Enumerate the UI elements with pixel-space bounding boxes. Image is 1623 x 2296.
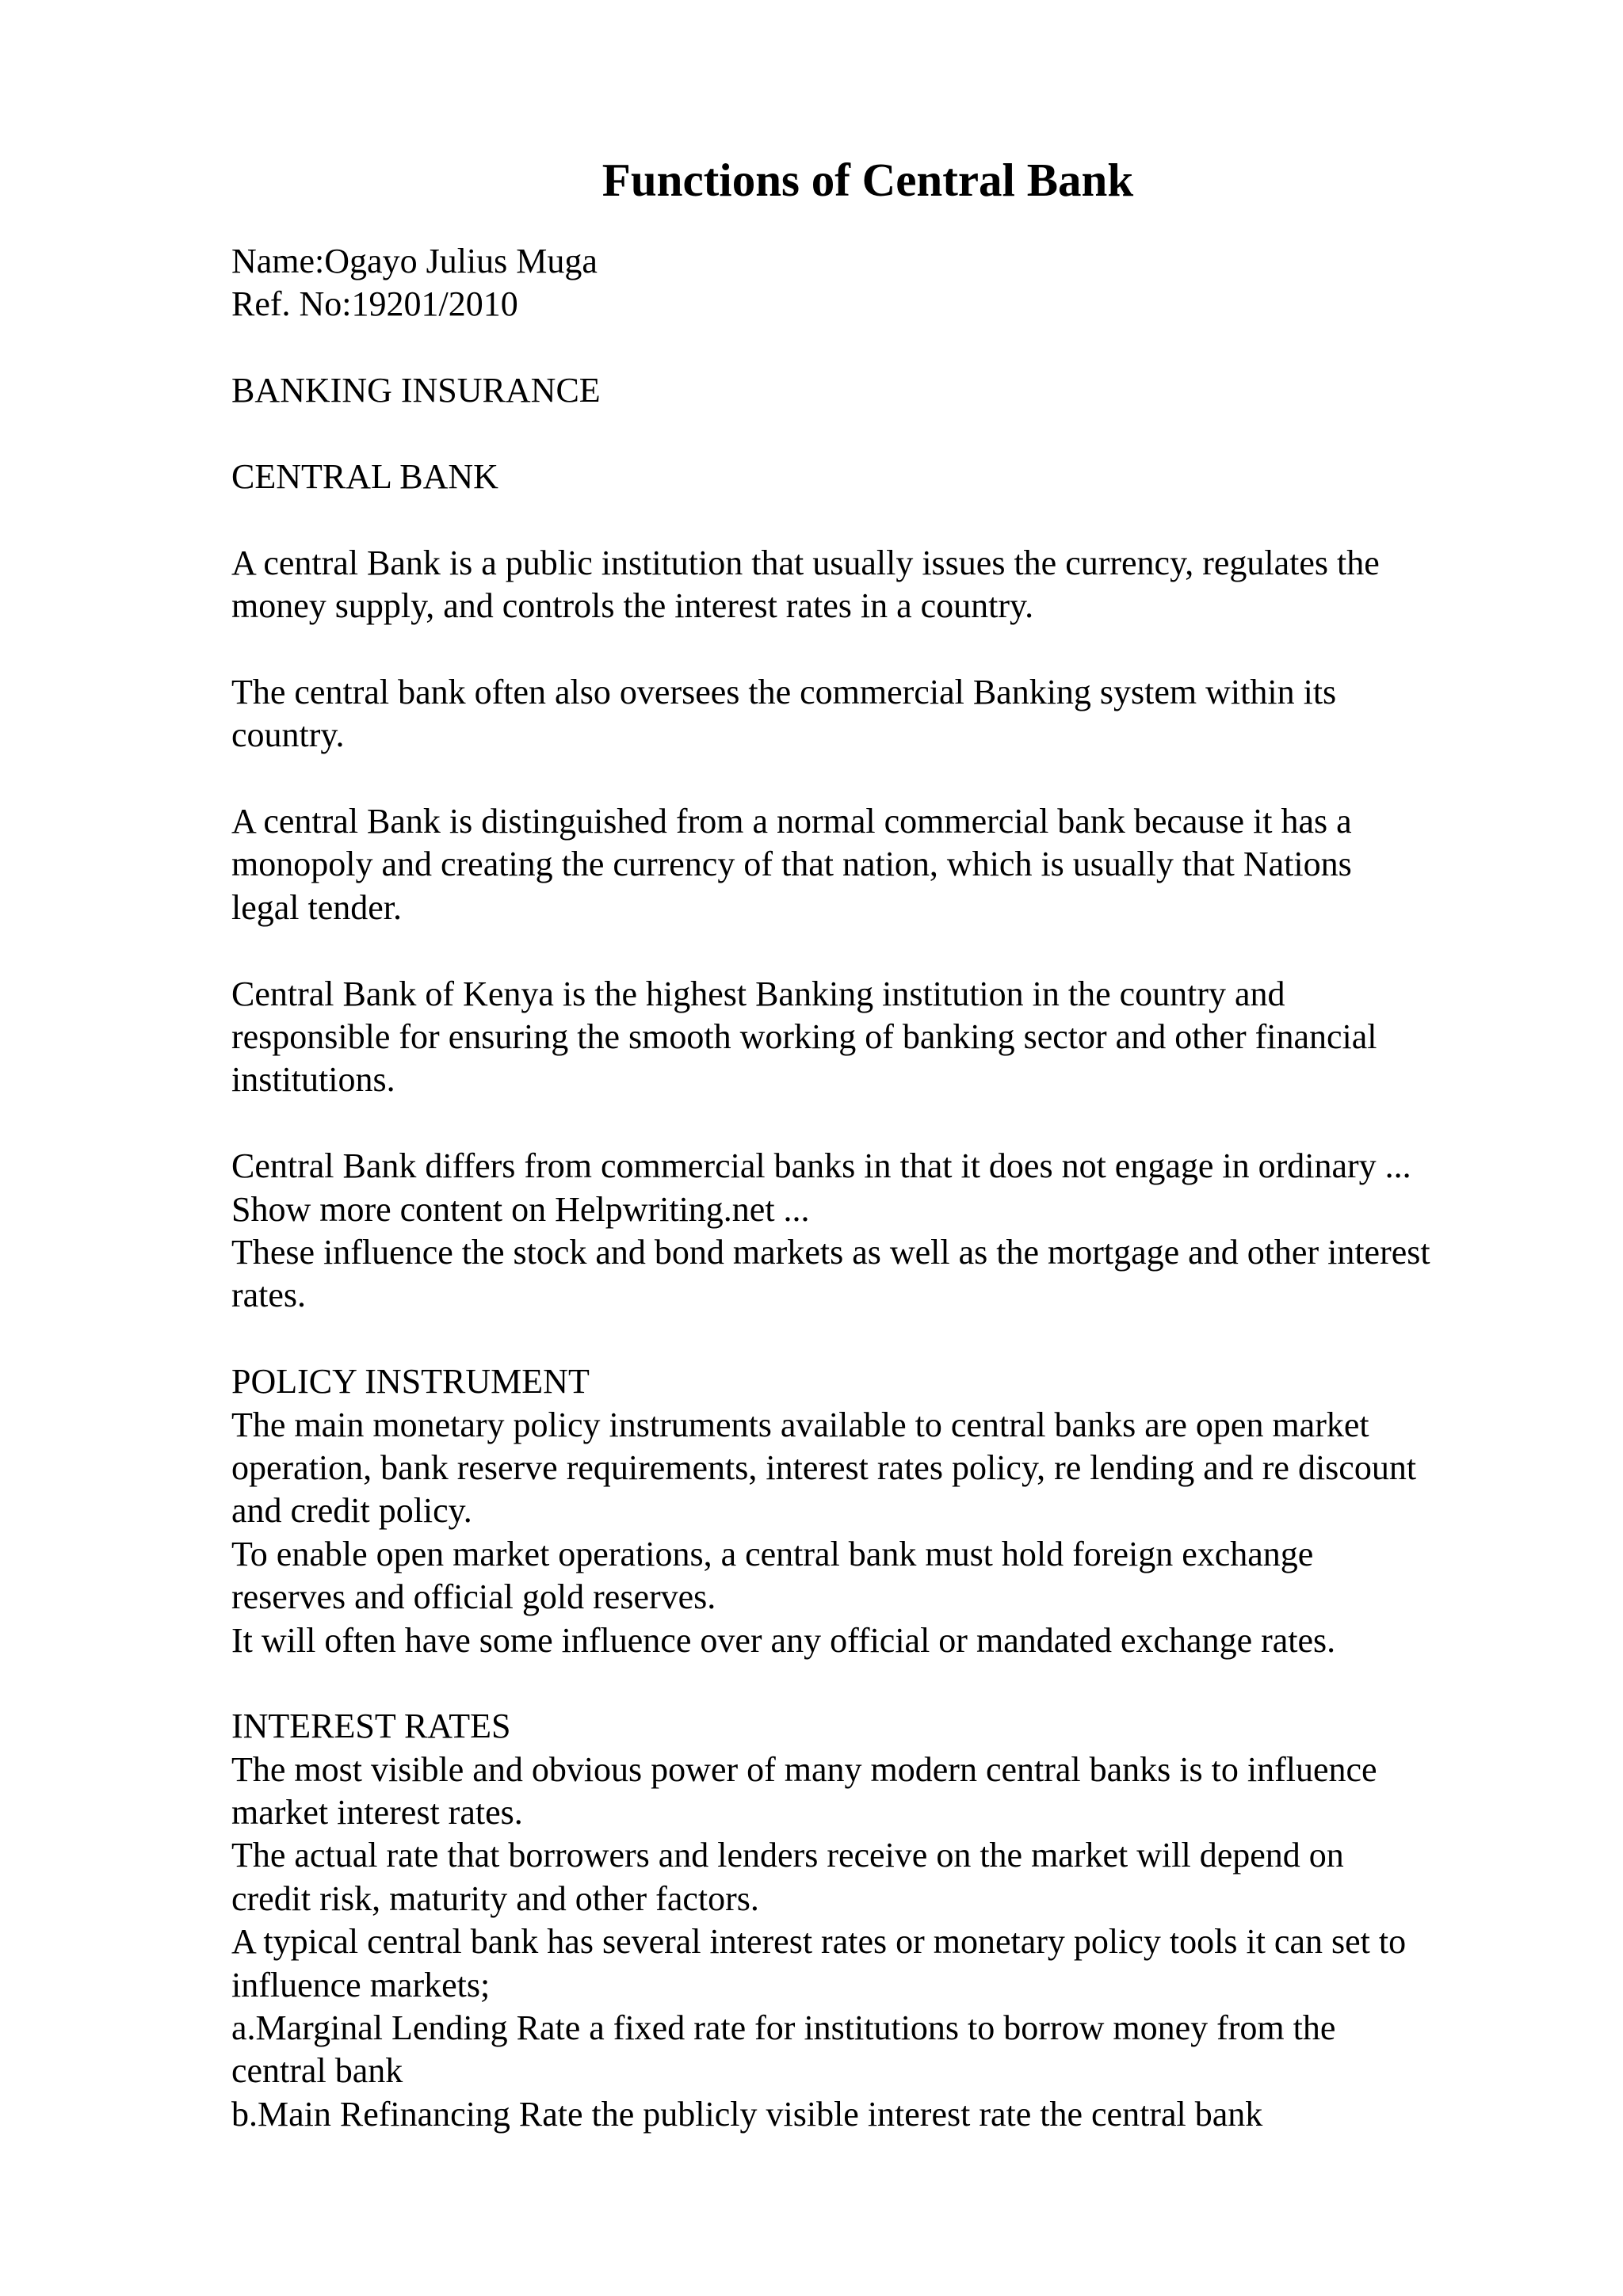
interest-heading: INTEREST RATES — [231, 1707, 511, 1746]
paragraph-line: credit risk, maturity and other factors. — [231, 1878, 759, 1918]
document-body — [231, 240, 1594, 2136]
spacer — [231, 1662, 1594, 1705]
document-title: Functions of Central Bank — [601, 154, 1134, 206]
spacer — [231, 498, 1594, 541]
paragraph-line: influence markets; — [231, 1965, 491, 2004]
spacer — [231, 628, 1594, 671]
paragraph-line: A central Bank is distinguished from a normal commercial bank because it has a — [231, 802, 1352, 841]
paragraph-line: Central Bank differs from commercial banks in that it does not engage in ordinary ... — [231, 1146, 1411, 1186]
paragraph-line: It will often have some influence over any official or mandated exchange rates. — [231, 1620, 1336, 1660]
paragraph-line: responsible for ensuring the smooth working of banking sector and other financial — [231, 1017, 1377, 1057]
show-more-notice: Show more content on Helpwriting.net ... — [231, 1189, 810, 1229]
paragraph-line: legal tender. — [231, 887, 403, 927]
paragraph-line: A central Bank is a public institution that usually issues the currency, regulates the — [231, 543, 1380, 582]
spacer — [231, 757, 1594, 800]
paragraph-line: The central bank often also oversees the commercial Banking system within its — [231, 672, 1337, 711]
policy-heading: POLICY INSTRUMENT — [231, 1362, 590, 1402]
paragraph-line: money supply, and controls the interest rates in a country. — [231, 586, 1034, 626]
topic-heading: CENTRAL BANK — [231, 456, 498, 496]
spacer — [231, 929, 1594, 972]
spacer — [231, 326, 1594, 369]
paragraph-line: institutions. — [231, 1060, 395, 1100]
paragraph-line: These influence the stock and bond markets as well as the mortgage and other interest — [231, 1232, 1430, 1272]
paragraph-line: Central Bank of Kenya is the highest Banking institution in the country and — [231, 974, 1285, 1013]
paragraph-line: The most visible and obvious power of many modern central banks is to influence — [231, 1749, 1377, 1789]
author-name: Name:Ogayo Julius Muga — [231, 242, 598, 280]
course-heading: BANKING INSURANCE — [231, 371, 601, 410]
paragraph-line: central bank — [231, 2051, 403, 2091]
paragraph-line: rates. — [231, 1276, 307, 1315]
paragraph-line: A typical central bank has several interest rates or monetary policy tools it can set to — [231, 1922, 1407, 1962]
spacer — [231, 1102, 1594, 1145]
list-item: b.Main Refinancing Rate the publicly visible interest rate the central bank — [231, 2094, 1263, 2134]
paragraph-line: The actual rate that borrowers and lenders receive on the market will depend on — [231, 1836, 1344, 1875]
paragraph-line: country. — [231, 715, 345, 755]
paragraph-line: operation, bank reserve requirements, interest rates policy, re lending and re discount — [231, 1447, 1417, 1487]
paragraph-line: monopoly and creating the currency of that nation, which is usually that Nations — [231, 845, 1352, 884]
spacer — [231, 1318, 1594, 1360]
paragraph-line: The main monetary policy instruments available to central banks are open market — [231, 1405, 1369, 1444]
list-item: a.Marginal Lending Rate a fixed rate for institutions to borrow money from the — [231, 2008, 1336, 2048]
paragraph-line: market interest rates. — [231, 1793, 523, 1833]
paragraph-line: and credit policy. — [231, 1491, 472, 1531]
reference-number: Ref. No:19201/2010 — [231, 284, 518, 324]
paragraph-line: reserves and official gold reserves. — [231, 1577, 716, 1617]
paragraph-line: To enable open market operations, a central bank must hold foreign exchange — [231, 1534, 1314, 1573]
spacer — [231, 413, 1594, 456]
